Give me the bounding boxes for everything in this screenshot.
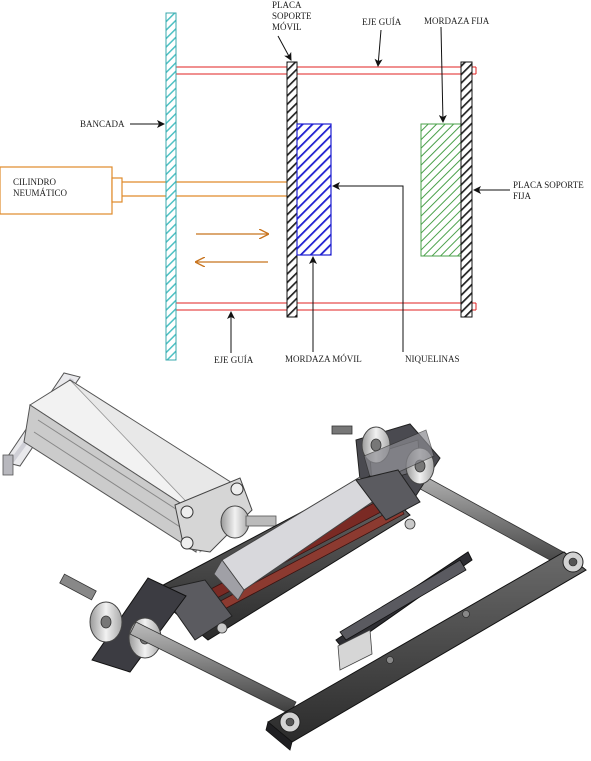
label-bancada: BANCADA bbox=[80, 119, 125, 129]
render-moving-block-left bbox=[60, 574, 186, 672]
placa-soporte-movil bbox=[287, 62, 297, 317]
placa-soporte-fija bbox=[461, 62, 472, 317]
sealing-machine-3d-render-icon bbox=[3, 373, 586, 750]
render-cylinder bbox=[3, 373, 276, 552]
mordaza-fija bbox=[421, 124, 461, 256]
label-placa-soporte-movil: PLACA SOPORTE MÓVIL bbox=[272, 0, 312, 32]
label-placa-soporte-fija: PLACA SOPORTE FIJA bbox=[513, 180, 584, 201]
label-mordaza-fija: MORDAZA FIJA bbox=[424, 16, 490, 26]
label-eje-guia-bottom: EJE GUÍA bbox=[214, 355, 254, 365]
leader-eje-guia-top bbox=[378, 30, 381, 66]
top-guide-rail bbox=[176, 67, 476, 74]
bancada-frame bbox=[166, 13, 176, 360]
bottom-guide-rail bbox=[176, 303, 476, 310]
label-mordaza-movil: MORDAZA MÓVIL bbox=[285, 354, 362, 364]
label-cilindro-neumatico: CILINDRO NEUMÁTICO bbox=[13, 177, 67, 198]
leader-placa-movil bbox=[278, 36, 291, 60]
render-rod-back bbox=[402, 467, 576, 571]
label-eje-guia-top: EJE GUÍA bbox=[362, 17, 402, 27]
leader-niquelinas bbox=[333, 186, 403, 352]
label-niquelinas: NIQUELINAS bbox=[405, 354, 460, 364]
mordaza-movil bbox=[297, 124, 331, 255]
